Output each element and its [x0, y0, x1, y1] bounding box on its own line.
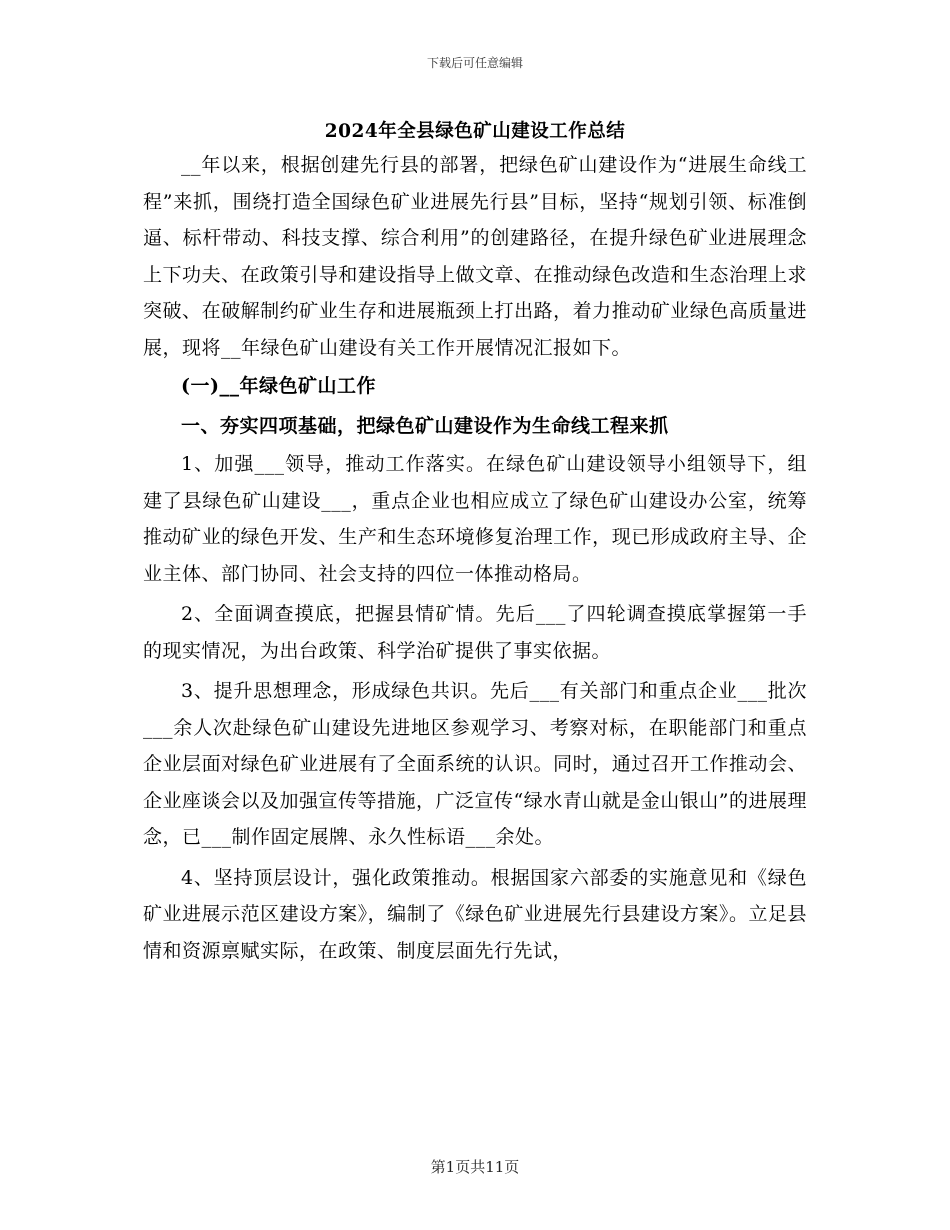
- document-title: 2024年全县绿色矿山建设工作总结: [324, 121, 626, 142]
- item-paragraph-4: 4、坚持顶层设计，强化政策推动。根据国家六部委的实施意见和《绿色矿业进展示范区建设方案》，编制了《绿色矿业进展先行县建设方案》。立足县情和资源禀赋实际，在政策、制度层面先行先试，: [143, 866, 807, 962]
- item-paragraph-3: 3、提升思想理念，形成绿色共识。先后___有关部门和重点企业___批次___余人次赴绿色矿山建设先进地区参观学习、考察对标，在职能部门和重点企业层面对绿色矿业进展有了全面系统的认识。同时，通过召开工作推动会、企业座谈会以及加强宣传等措施，广泛宣传“绿水青山就是金山银山”的进展理念，已___制作固定展牌、永久性标语___余处。: [143, 680, 807, 848]
- subsection-heading: 一、夯实四项基础，把绿色矿山建设作为生命线工程来抓: [181, 415, 669, 437]
- item-paragraph-2: 2、全面调查摸底，把握县情矿情。先后___了四轮调查摸底掌握第一手的现实情况，为出台政策、科学治矿提供了事实依据。: [143, 603, 807, 662]
- section-heading: (一)__年绿色矿山工作: [181, 375, 376, 397]
- header-note: 下载后可任意编辑: [426, 56, 523, 70]
- intro-paragraph: __年以来，根据创建先行县的部署，把绿色矿山建设作为“进展生命线工程”来抓，围绕打造全国绿色矿业进展先行县”目标，坚持“规划引领、标准倒逼、标杆带动、科技支撑、综合利用”的创建路径，在提升绿色矿业进展理念上下功夫、在政策引导和建设指导上做文章、在推动绿色改造和生态治理上求突破、在破解制约矿业生存和进展瓶颈上打出路，着力推动矿业绿色高质量进展，现将__年绿色矿山建设有关工作开展情况汇报如下。: [143, 154, 807, 359]
- document-body: [143, 147, 807, 969]
- page-footer: 第1页共11页: [430, 1158, 520, 1176]
- item-paragraph-1: 1、加强___领导，推动工作落实。在绿色矿山建设领导小组领导下，组建了县绿色矿山建设___，重点企业也相应成立了绿色矿山建设办公室，统筹推动矿业的绿色开发、生产和生态环境修复治理工作，现已形成政府主导、企业主体、部门协同、社会支持的四位一体推动格局。: [143, 453, 807, 585]
